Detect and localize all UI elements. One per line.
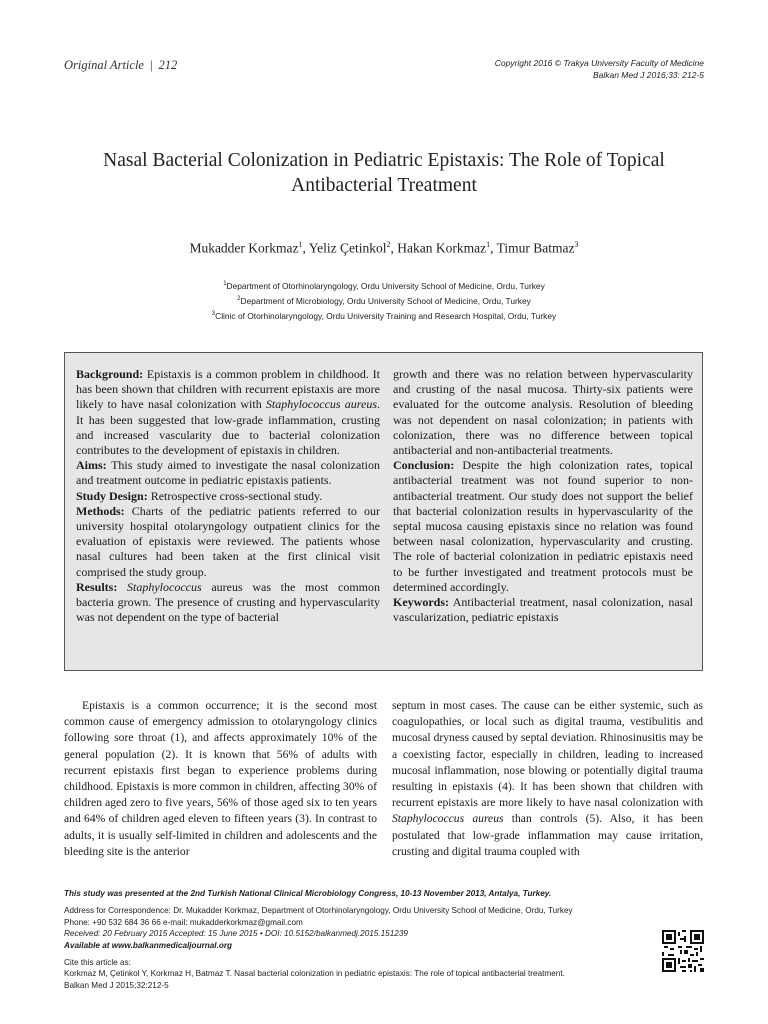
abstract-column-right [393, 367, 693, 625]
abstract-column-left [76, 367, 380, 625]
author-list: Mukadder Korkmaz$^1$, Yeliz Çetinkol$^2$, Hakan Korkmaz$^1$, Timur Batmaz$^3$ [189, 240, 579, 256]
cite-journal: Balkan Med J 2015;32:212-5 [64, 980, 169, 990]
cite-label: Cite this article as: [64, 958, 131, 968]
article-section: Original Article [64, 58, 144, 72]
journal-website: Available at www.balkanmedicaljournal.org [64, 940, 233, 950]
affiliation: $^3$Clinic of Otorhinolaryngology, Ordu University Training and Research Hospital, Ordu, Turkey [211, 310, 557, 321]
correspondence-address: Address for Correspondence: Dr. Mukadder Korkmaz, Department of Otorhinolaryngology, Ordu University School of Medicine, Ordu, Turkey [64, 906, 573, 916]
qr-code-icon [662, 930, 704, 972]
abstract-box [64, 352, 703, 671]
abstract-results-cont: growth and there was no relation between hypervascularity and crusting of the nasal mucosa. Thirty-six patients were evaluated for the outcome analysis. Resolution of bleeding was not dependent on nasal colonization; in patients with colonization, there was no difference between topical antibacterial and non-antibacterial treatments. [393, 367, 693, 458]
author-name: Hakan Korkmaz [397, 240, 487, 256]
presentation-note: This study was presented at the 2nd Turkish National Clinical Microbiology Congress, 10-13 November 2013, Antalya, Turkey. [64, 889, 552, 898]
body-column-left: Epistaxis is a common occurrence; it is the second most common cause of emergency admission to otolaryngology clinics following sore throat (1), and affects approximately 10% of the general population (2). It is known that 56% of adults with recurrent epistaxis first began to experience problems during childhood. Epistaxis is more common in children, affecting 30% of children aged zero to five years, 56% of those aged six to ten years and 64% of children aged eleven to fifteen years (3). In contrast to adults, it is usually self-limited in children and adolescents and the bleeding site is the anterior [64, 699, 377, 858]
abstract-results: Results: Staphylococcus aureus was the most common bacteria grown. The presence of crusting and hypervascularity was not dependent on the type of bacterial [76, 579, 380, 625]
author-name: Timur Batmaz [496, 240, 575, 256]
abstract-keywords: Keywords: Antibacterial treatment, nasal colonization, nasal vascularization, pediatric epistaxis [393, 595, 694, 625]
copyright-line: Copyright 2016 © Trakya University Faculty of Medicine [494, 58, 704, 68]
body-column-right: septum in most cases. The cause can be either systemic, such as coagulopathies, or local such as digital trauma, vestibulitis and mucosal dryness caused by septal deviation. Rhinosinusitis may be a coexisting factor, especially in children, leading to increased mucosal inflammation, nose blowing or potentially digital trauma resulting in epistaxis (4). It has been shown that children with recurrent epistaxis are more likely to have nasal colonization with Staphylococcus aureus than controls (5). Also, it has been postulated that low-grade inflammation may cause irritation, crusting and digital trauma coupled with [392, 699, 703, 858]
affiliation: $^1$Department of Otorhinolaryngology, Ordu University School of Medicine, Ordu, Turkey [223, 280, 545, 291]
author-name: Yeliz Çetinkol [308, 240, 387, 256]
affiliation-marker: 1 [298, 240, 303, 249]
cite-text: Korkmaz M, Çetinkol Y, Korkmaz H, Batmaz T. Nasal bacterial colonization in pediatric epistaxis: The role of topical antibacterial treatment. [64, 969, 565, 979]
affiliation-marker: 2 [386, 240, 391, 249]
running-header-right [495, 57, 704, 81]
abstract-methods: Methods: Charts of the pediatric patients referred to our university hospital otolaryngology outpatient clinics for the evaluation of epistaxis were reviewed. The patients whose nasal cultures had been taken at the first clinical visit comprised the study group. [76, 503, 380, 579]
running-header-left: Original Article | 212 [64, 58, 178, 72]
abstract-conclusion: Conclusion: Despite the high colonization rates, topical antibacterial treatment was not found superior to non-antibacterial treatment. Our study does not support the belief that bacterial colonization results in hypervascularity of the septal mucosa causing epistaxis since no relation was found between nasal colonization, hypervascularity and crusting. The role of bacterial colonization in pediatric epistaxis need to be further investigated and treatment protocols must be determined accordingly. [393, 458, 693, 594]
journal-citation: Balkan Med J 2016;33: 212-5 [592, 70, 704, 80]
affiliation-marker: 3 [574, 240, 579, 249]
abstract-aims: Aims: This study aimed to investigate the nasal colonization and treatment outcome in pediatric epistaxis patients. [76, 458, 380, 488]
contact-info: Phone: +90 532 684 36 66 e-mail: mukadderkorkmaz@gmail.com [64, 917, 303, 927]
article-footer [64, 888, 624, 991]
abstract-background: Background: Epistaxis is a common problem in childhood. It has been shown that children with recurrent epistaxis are more likely to have nasal colonization with Staphylococcus aureus. It has been suggested that low-grade inflammation, crusting and increased vascularity due to bacterial colonization contributes to the development of epistaxis in children. [76, 367, 380, 458]
affiliation-list [64, 278, 704, 322]
affiliation: $^2$Department of Microbiology, Ordu University School of Medicine, Ordu, Turkey [237, 295, 531, 306]
article-dates: Received: 20 February 2015 Accepted: 15 June 2015 • DOI: 10.5152/balkanmedj.2015.151239 [64, 929, 408, 939]
article-title: Nasal Bacterial Colonization in Pediatric Epistaxis: The Role of Topical Antibacterial Treatment [103, 150, 665, 196]
author-name: Mukadder Korkmaz [189, 240, 299, 256]
abstract-design: Study Design: Retrospective cross-sectional study. [76, 488, 323, 503]
page-number: 212 [158, 58, 178, 72]
affiliation-marker: 1 [486, 240, 491, 249]
